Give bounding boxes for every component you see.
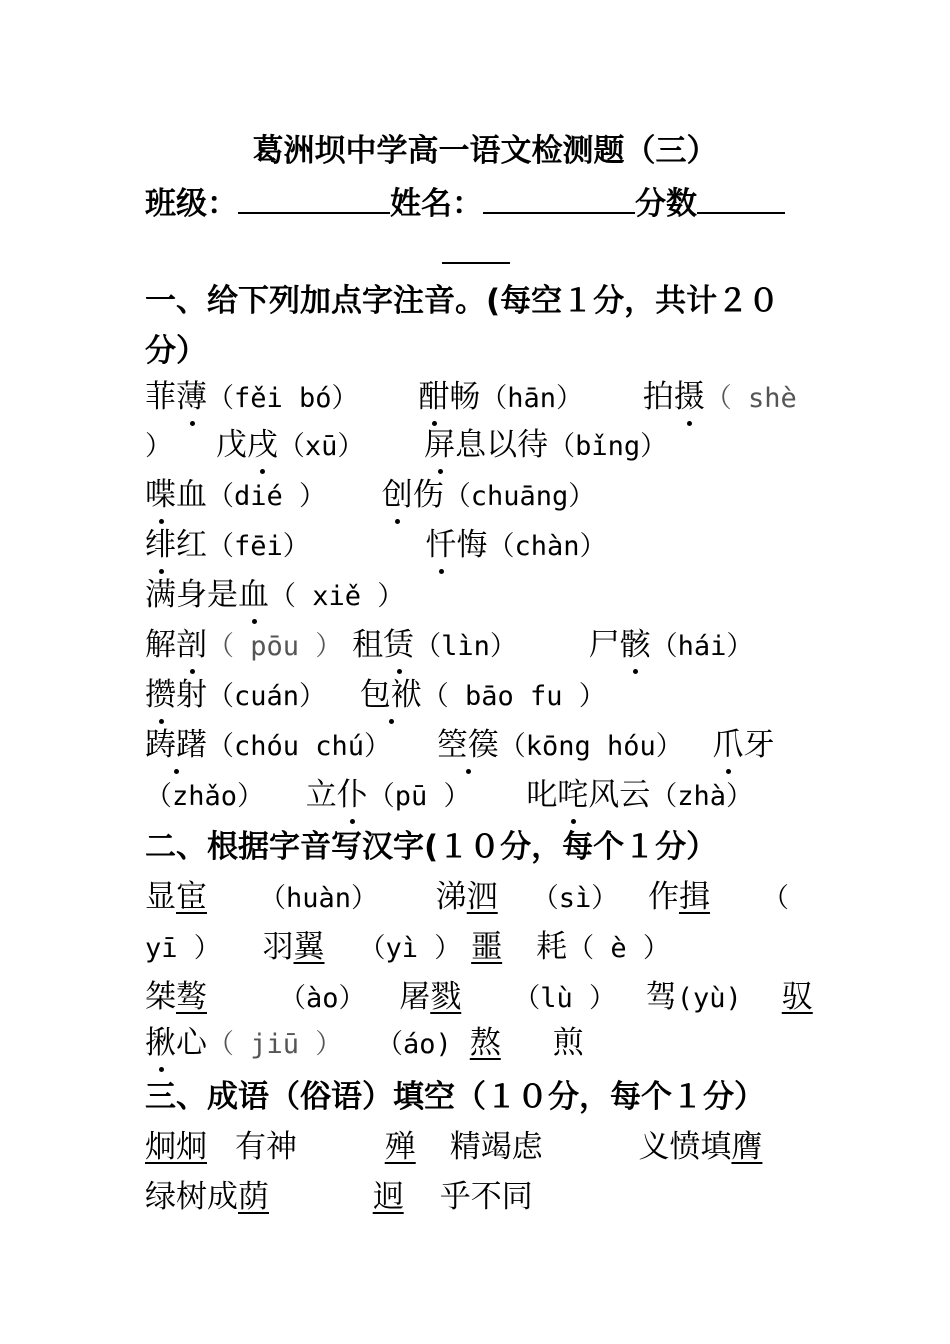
answer-blank[interactable]: 噩 [471, 929, 503, 965]
word-item: 爪牙 [713, 727, 775, 763]
class-blank[interactable] [238, 176, 390, 214]
section1-heading: 一、给下列加点字注音。(每空１分，共计２０ [145, 283, 780, 319]
answer-blank[interactable]: 驭 [781, 979, 813, 1015]
answer-blank[interactable]: 炯炯 [145, 1129, 207, 1165]
s1-row-6 [145, 620, 815, 672]
name-blank[interactable] [483, 176, 635, 214]
word-item: 踌躇 [145, 727, 207, 763]
s2-row-4: 揪心（ jiū ） （áo) 熬 煎 [145, 1018, 815, 1070]
word-item: 解剖 [145, 627, 207, 663]
student-info-row [145, 176, 815, 229]
s3-row-2: 绿树成荫 迥 乎不同 [145, 1179, 533, 1215]
s1-row-8 [145, 720, 815, 772]
s1-row-2: ） 戊戌（xū） 屏息以待（bǐng） [145, 420, 815, 472]
pinyin: （chuāng） [443, 481, 596, 512]
word-item: 戊戌 [216, 427, 278, 463]
section3-heading: 三、成语（俗语）填空（１０分，每个１分） [145, 1079, 765, 1115]
pinyin: （dié ） [207, 481, 327, 512]
answer-blank[interactable]: 揖 [678, 879, 710, 915]
pinyin: （chàn） [487, 531, 607, 562]
answer-blank[interactable]: 翼 [293, 929, 325, 965]
s1-row-5 [145, 570, 815, 622]
pinyin: （lìn） [414, 631, 517, 662]
pinyin: （fēi） [207, 531, 310, 562]
pinyin: （ xiě ） [269, 581, 405, 612]
answer-blank[interactable]: 宦 [176, 879, 207, 915]
s2-row-1: 显宦 （huàn） 涕泗 （sì） 作揖 （ [145, 879, 789, 915]
pinyin: （kōng hóu） [498, 731, 683, 762]
pinyin: （zhǎo） [145, 781, 265, 812]
s1-row-4 [145, 520, 815, 572]
pinyin: （ bāo fu ） [421, 681, 606, 712]
pinyin: （hái） [650, 631, 754, 662]
pinyin: （pū ） [367, 781, 471, 812]
word-item: 酣畅 [418, 379, 480, 415]
s3-row-1: 炯炯 有神 殚 精竭虑 义愤填膺 [145, 1129, 763, 1165]
pinyin: （chóu chú） [207, 731, 392, 762]
pinyin: （ pōu ） [207, 631, 343, 662]
word-item: 忏悔 [426, 527, 488, 563]
word-item: 满身是血 [145, 577, 269, 613]
section1-heading-cont: 分） [145, 333, 207, 369]
s1-row-3 [145, 470, 815, 522]
word-item: 绯红 [145, 527, 207, 563]
answer-blank[interactable]: 荫 [238, 1179, 269, 1215]
score-blank-cont [442, 226, 512, 279]
pinyin: （ shè [704, 383, 797, 414]
word-item: 喋血 [145, 477, 207, 513]
s2-row-3: 桀骜 （ào） 屠戮 （lù ） 驾(yù) 驭 [145, 979, 813, 1015]
word-item: 攒射 [145, 677, 207, 713]
answer-blank[interactable]: 戮 [430, 979, 462, 1015]
score-label: 分数 [635, 186, 697, 222]
name-label: 姓名： [390, 186, 483, 222]
word-item: 包袱 [360, 677, 422, 713]
pinyin: （zhà） [650, 781, 754, 812]
answer-blank[interactable]: 骜 [176, 979, 207, 1015]
word-item: 立仆 [306, 777, 368, 813]
score-blank[interactable] [697, 176, 785, 214]
word-item: 创伤 [382, 477, 444, 513]
pinyin: （hān） [480, 383, 584, 414]
word-item: 菲薄 [145, 379, 207, 415]
answer-blank[interactable]: 殚 [384, 1129, 416, 1165]
pinyin: （fěi bó） [207, 383, 359, 414]
score-blank-continued[interactable] [442, 226, 510, 264]
answer-blank[interactable]: 熬 [469, 1025, 501, 1061]
word-item: 屏息以待 [424, 427, 548, 463]
s1-row-9 [145, 770, 815, 822]
answer-blank[interactable]: 迥 [372, 1179, 404, 1215]
word-item: 叱咤风云 [526, 777, 650, 813]
answer-blank[interactable]: 泗 [466, 879, 498, 915]
word-item: 揪心 [145, 1025, 207, 1061]
word-item: 拍摄 [643, 379, 705, 415]
pinyin: （ jiū ） [207, 1029, 343, 1060]
pinyin: （bǐng） [548, 431, 668, 462]
s2-row-2: yī ） 羽翼 （yì ） 噩 耗（ è ） [145, 929, 670, 965]
word-item: 租赁 [352, 627, 414, 663]
word-item: 箜篌 [437, 727, 499, 763]
s1-row-1 [145, 372, 815, 424]
pinyin: （cuán） [207, 681, 327, 712]
class-label: 班级： [145, 186, 238, 222]
word-item: 尸骸 [589, 627, 651, 663]
section2-heading: 二、根据字音写汉字(１０分，每个１分） [145, 829, 718, 865]
page-title: 葛洲坝中学高一语文检测题（三） [252, 133, 718, 169]
pinyin: （xū） [277, 431, 365, 462]
answer-blank[interactable]: 膺 [731, 1129, 763, 1165]
s1-row-7 [145, 670, 815, 722]
